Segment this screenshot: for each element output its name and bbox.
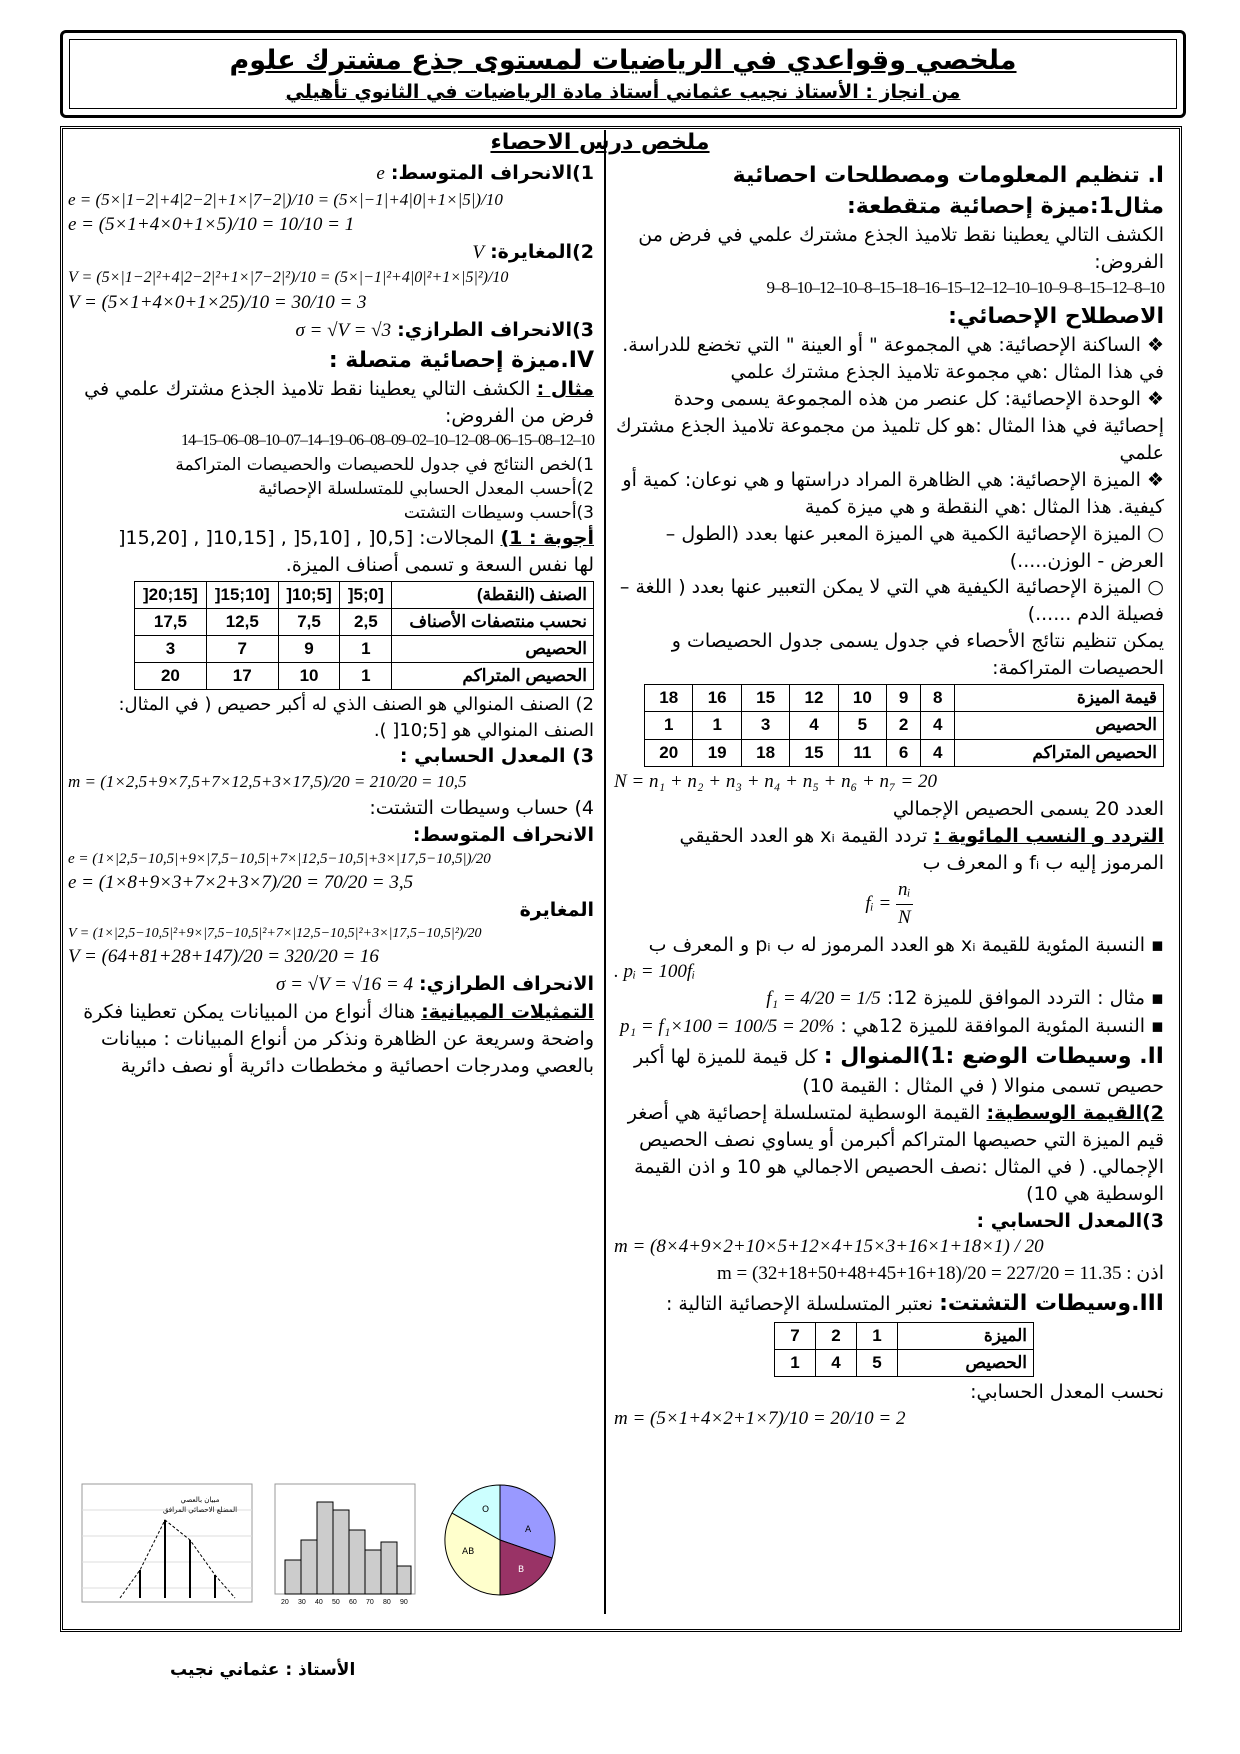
lesson-title: ملخص درس الاحصاء xyxy=(490,130,710,155)
question-1: 1)لخص النتائج في جدول للحصيصات والحصيصات المتراكمة xyxy=(175,454,594,475)
disp-table-cell: 2 xyxy=(816,1322,857,1349)
freq-table-cell: 5 xyxy=(838,712,886,739)
question-3: 3)أحسب وسيطات التشتت xyxy=(403,502,594,523)
sd-title: 3)الانحراف الطرازي: xyxy=(397,318,594,341)
dev-formula-1: e = (5×|1−2|+4|2−2|+1×|7−2|)/10 = (5×|−1|+4|0|+1×|5|)/10 xyxy=(68,189,503,209)
freq-formula xyxy=(614,877,1164,932)
dev-title: 1)الانحراف المتوسط: xyxy=(390,162,594,184)
example-freq-formula: f₁ = 4/20 = 1/5 xyxy=(766,988,881,1010)
disp-table-cell: 7 xyxy=(775,1322,816,1349)
var-formula-2: V = (5×1+4×0+1×25)/10 = 30/10 = 3 xyxy=(68,291,367,313)
mean-formula-1: m = (8×4+9×2+10×5+12×4+15×3+16×1+18×1) / 20 xyxy=(614,1236,1044,1258)
var2-formula-1: V = (1×|2,5−10,5|²+9×|7,5−10,5|²+7×|12,5−10,5|²+3×|17,5−10,5|²)/20 xyxy=(68,925,482,941)
sd2-formula: σ = √V = √16 = 4 xyxy=(276,973,413,995)
hist-tick-label: 50 xyxy=(332,1599,340,1606)
class-table-cell: 9 xyxy=(278,636,340,663)
mini-legend-1: مبيان بالعصي xyxy=(180,1496,220,1504)
class-table-header-cell: الحصيص المتراكم xyxy=(392,663,594,690)
class-table-cell: 17,5 xyxy=(135,609,207,636)
freq-table-cell: 10 xyxy=(838,685,886,712)
answers-intervals: المجالات: [0,5[ , [5,10[ , [10,15[ , [15,20[ xyxy=(118,526,495,549)
term-qualitative: ○ الميزة الإحصائية الكيفية هي التي لا يمكن التعبير عنها بعدد ( اللغة – فصيلة الدم ......) xyxy=(619,576,1164,626)
freq-table-cell: 20 xyxy=(645,739,693,766)
hist-tick-label: 40 xyxy=(315,1599,323,1606)
header-banner xyxy=(60,30,1186,118)
class-table-cell: 7,5 xyxy=(278,609,340,636)
section-3-title: III.وسيطات التشتت: xyxy=(939,1291,1164,1317)
freq-table-cell: 1 xyxy=(693,712,741,739)
disp-table-cell: 4 xyxy=(816,1349,857,1376)
frequency-table xyxy=(644,684,1164,766)
example-pct: ▪ النسبة المئوية الموافقة للميزة 12هي : xyxy=(840,1015,1164,1038)
freq-table-cell: 19 xyxy=(693,739,741,766)
class-table-cell: [10;15[ xyxy=(206,581,278,608)
mean2-formula: m = (1×2,5+9×7,5+7×12,5+3×17,5)/20 = 210/20 = 10,5 xyxy=(68,772,467,792)
dispersion-title: 4) حساب وسيطات التشتت: xyxy=(369,796,594,819)
freq-formula-lhs: fᵢ = xyxy=(865,892,892,914)
question-2: 2)أحسب المعدل الحسابي للمتسلسلة الإحصائية xyxy=(258,478,594,499)
disp-table-row xyxy=(775,1322,1034,1349)
class-table-cell: [15;20[ xyxy=(135,581,207,608)
class-table-header-cell: نحسب منتصفات الأصناف xyxy=(392,609,594,636)
class-table-row xyxy=(135,609,594,636)
mean-formula-2: اذن : m = (32+18+50+48+45+16+18)/20 = 227/20 = 11.35 xyxy=(717,1263,1164,1285)
terms-title: الاصطلاح الإحصائي: xyxy=(948,303,1164,329)
left-column xyxy=(68,160,594,1079)
section-2-title: II. وسيطات الوضع :1)المنوال : xyxy=(823,1044,1164,1070)
freq-den: N xyxy=(897,906,911,928)
freq-table-cell: 1 xyxy=(645,712,693,739)
disp-table-cell: 1 xyxy=(775,1349,816,1376)
freq-table-cell: 6 xyxy=(887,739,921,766)
dev2-formula-1: e = (1×|2,5−10,5|+9×|7,5−10,5|+7×|12,5−10,5|+3×|17,5−10,5|)/20 xyxy=(68,850,491,867)
term-population: ❖ الساكنة الإحصائية: هي المجموعة " أو العينة " التي تخضع للدراسة. في هذا المثال :هي مجموعة تلاميذ الجذع مشترك علمي xyxy=(622,333,1164,383)
freq-text: تردد القيمة xᵢ هو العدد الحقيقي المرموز إليه ب fᵢ و المعرف ب xyxy=(679,824,1164,874)
term-unit: ❖ الوحدة الإحصائية: كل عنصر من هذه المجموعة يسمى وحدة إحصائية في هذا المثال :هو كل تلميذ من مجموعة تلاميذ الجذع مشترك علمي xyxy=(615,387,1164,464)
freq-table-row xyxy=(645,712,1164,739)
total-text: العدد 20 يسمى الحصيص الإجمالي xyxy=(892,797,1164,820)
disp-table-cell: 5 xyxy=(856,1349,897,1376)
hist-tick-label: 20 xyxy=(281,1599,289,1606)
disp-table-row xyxy=(775,1349,1034,1376)
section-3-text: نعتبر المتسلسلة الإحصائية التالية : xyxy=(665,1293,934,1316)
column-divider xyxy=(604,130,606,1614)
example-1-title: مثال1:ميزة إحصائية متقطعة: xyxy=(847,194,1164,220)
section-1-title: I. تنظيم المعلومات ومصطلحات احصائية xyxy=(732,163,1164,188)
example-freq: ▪ مثال : التردد الموافق للميزة 12: xyxy=(886,987,1164,1010)
mean-title: 3)المعدل الحسابي : xyxy=(976,1209,1164,1232)
s3-mean-formula: m = (5×1+4×2+1×7)/10 = 20/10 = 2 xyxy=(614,1407,906,1429)
class-table xyxy=(134,581,594,691)
class-table-cell: [5;10[ xyxy=(278,581,340,608)
class-table-row xyxy=(135,581,594,608)
var-formula-1: V = (5×|1−2|²+4|2−2|²+1×|7−2|²)/10 = (5×|−1|²+4|0|²+1×|5|²)/10 xyxy=(68,269,509,287)
modal-class-text: 2) الصنف المنوالي هو الصنف الذي له أكبر حصيص ( في المثال: الصنف المنوالي هو [5;10[ ). xyxy=(118,694,594,741)
class-table-header-cell: الحصيص xyxy=(392,636,594,663)
example-1-text: الكشف التالي يعطينا نقط تلاميذ الجذع مشترك علمي في فرض من الفروض: xyxy=(638,224,1164,274)
dispersion-table xyxy=(774,1322,1034,1377)
freq-table-cell: 18 xyxy=(645,685,693,712)
class-table-cell: 3 xyxy=(135,636,207,663)
section-4-title: IV.ميزة إحصائية متصلة : xyxy=(328,347,594,373)
table-intro: يمكن تنظيم نتائج الأحصاء في جدول يسمى جدول الحصيصات و الحصيصات المتراكمة: xyxy=(671,630,1164,680)
page-title: ملخصي وقواعدي في الرياضيات لمستوى جذع مشترك علوم xyxy=(229,45,1017,76)
freq-table-cell: 9 xyxy=(887,685,921,712)
median-title: 2)القيمة الوسطية: xyxy=(986,1101,1164,1124)
answers-title: أجوبة : 1) xyxy=(500,526,594,549)
sd-formula: σ = √V = √3 xyxy=(295,319,392,341)
class-table-cell: 7 xyxy=(206,636,278,663)
var2-formula-2: V = (64+81+28+147)/20 = 320/20 = 16 xyxy=(68,945,379,967)
dev2-title: الانحراف المتوسط: xyxy=(412,823,594,846)
stick-chart xyxy=(82,1484,252,1602)
section-2-text: كل قيمة للميزة لها أكبر حصيص تسمى منوالا ( في المثال : القيمة 10) xyxy=(633,1046,1164,1097)
histogram xyxy=(275,1484,415,1606)
illustrations xyxy=(80,1480,590,1610)
freq-title: التردد و النسب المائوية : xyxy=(933,824,1164,847)
freq-table-cell: 12 xyxy=(790,685,838,712)
class-table-row xyxy=(135,636,594,663)
dev-symbol: e xyxy=(376,163,385,184)
hist-tick-label: 80 xyxy=(383,1599,391,1606)
s4-example-text: الكشف التالي يعطينا نقط تلاميذ الجذع مشترك علمي في فرض من الفروض: xyxy=(84,377,594,427)
freq-table-cell: 11 xyxy=(838,739,886,766)
answers-note: لها نفس السعة و تسمى أصناف الميزة. xyxy=(285,553,594,576)
pct-text: ▪ النسبة المئوية للقيمة xᵢ هو العدد المرموز له ب pᵢ و المعرف ب xyxy=(648,933,1164,956)
class-table-header-cell: الصنف (النقطة) xyxy=(392,581,594,608)
class-table-cell: 1 xyxy=(340,636,392,663)
freq-table-cell: 18 xyxy=(741,739,789,766)
median-text: القيمة الوسطية لمتسلسلة إحصائية هي أصغر قيم الميزة التي حصيصها المتراكم أكبرمن أو يساوي نصف الحصيص الإجمالي. ( في المثال :نصف الحصيص الاجمالي هو 10 و اذن القيمة الوسطية هي 10) xyxy=(627,1101,1164,1205)
dev2-formula-2: e = (1×8+9×3+7×2+3×7)/20 = 70/20 = 3,5 xyxy=(68,871,414,893)
pie-label-b: B xyxy=(518,1565,525,1575)
freq-table-cell: 3 xyxy=(741,712,789,739)
mini-legend-2: المضلع الاحصائي المرافق xyxy=(162,1506,238,1514)
hist-tick-label: 90 xyxy=(400,1599,408,1606)
pie-label-ab: AB xyxy=(462,1547,475,1557)
n-formula: N = n₁ + n₂ + n₃ + n₄ + n₅ + n₆ + n₇ = 20 xyxy=(614,770,937,792)
freq-table-cell: 15 xyxy=(790,739,838,766)
term-quantitative: ○ الميزة الإحصائية الكمية هي الميزة المعبر عنها بعدد (الطول – العرض - الوزن.....) xyxy=(665,522,1164,572)
hist-tick-label: 70 xyxy=(366,1599,374,1606)
freq-table-cell: 4 xyxy=(921,739,955,766)
var-title: 2)المغايرة: xyxy=(490,241,594,264)
freq-table-cell: 4 xyxy=(921,712,955,739)
pie-label-o: O xyxy=(482,1505,490,1515)
class-table-cell: 12,5 xyxy=(206,609,278,636)
freq-table-header-cell: الحصيص xyxy=(955,712,1164,739)
footer-signature: الأستاذ : عثماني نجيب xyxy=(170,1660,356,1680)
hist-tick-label: 30 xyxy=(298,1599,306,1606)
s3-mean-label: نحسب المعدل الحسابي: xyxy=(970,1380,1164,1403)
freq-table-cell: 2 xyxy=(887,712,921,739)
pie-chart xyxy=(445,1485,555,1595)
example-pct-formula: p₁ = f₁×100 = 100/5 = 20% xyxy=(619,1016,835,1038)
class-table-cell: [0;5[ xyxy=(340,581,392,608)
sd2-title: الانحراف الطرازي: xyxy=(419,972,594,995)
s4-sequence: 14–15–06–08–10–07–14–19–06–08–09–02–10–12–08–06–15–08–12–10 xyxy=(181,431,594,449)
var-symbol: V xyxy=(472,242,485,264)
example-1-sequence: 9–8–10–12–10–8–15–18–16–15–12–12–10–10–9–8–15–12–8–10 xyxy=(766,278,1164,298)
freq-table-header-cell: الحصيص المتراكم xyxy=(955,739,1164,766)
right-column xyxy=(614,160,1164,1433)
disp-table-header-cell: الميزة xyxy=(897,1322,1033,1349)
class-table-cell: 2,5 xyxy=(340,609,392,636)
var2-title: المغايرة xyxy=(519,898,594,921)
freq-fraction xyxy=(896,877,913,932)
charts-text: هناك أنواع من المبيانات يمكن تعطينا فكرة واضحة وسريعة عن الظاهرة ونذكر من أنواع المبيانات : مبيانات بالعصي ومدرجات احصائية و مخططات دائرية أو نصف دائرية xyxy=(83,1000,594,1077)
dev-formula-2: e = (5×1+4×0+1×5)/10 = 10/10 = 1 xyxy=(68,214,355,236)
s4-example-label: مثال : xyxy=(536,377,594,400)
freq-table-row xyxy=(645,739,1164,766)
freq-table-cell: 4 xyxy=(790,712,838,739)
pct-formula: . pᵢ = 100fᵢ xyxy=(614,960,696,982)
hist-tick-label: 60 xyxy=(349,1599,357,1606)
disp-table-cell: 1 xyxy=(856,1322,897,1349)
mean2-title: 3) المعدل الحسابي : xyxy=(399,745,594,768)
pie-label-a: A xyxy=(525,1525,532,1535)
freq-table-cell: 8 xyxy=(921,685,955,712)
author-line: من انجاز : الأستاذ نجيب عثماني أستاذ مادة الرياضيات في الثانوي تأهيلي xyxy=(285,81,961,103)
freq-table-header-cell: قيمة الميزة xyxy=(955,685,1164,712)
class-table-cell: 10 xyxy=(278,663,340,690)
freq-num: nᵢ xyxy=(896,877,913,905)
freq-table-cell: 16 xyxy=(693,685,741,712)
freq-table-row xyxy=(645,685,1164,712)
disp-table-header-cell: الحصيص xyxy=(897,1349,1033,1376)
class-table-row xyxy=(135,663,594,690)
class-table-cell: 1 xyxy=(340,663,392,690)
term-character: ❖ الميزة الإحصائية: هي الظاهرة المراد دراستها و هي نوعان: كمية أو كيفية. هذا المثال :هي النقطة و هي ميزة كمية xyxy=(622,468,1164,518)
class-table-cell: 17 xyxy=(206,663,278,690)
charts-title: التمثيلات المبيانية: xyxy=(421,1000,594,1023)
freq-table-cell: 15 xyxy=(741,685,789,712)
class-table-cell: 20 xyxy=(135,663,207,690)
